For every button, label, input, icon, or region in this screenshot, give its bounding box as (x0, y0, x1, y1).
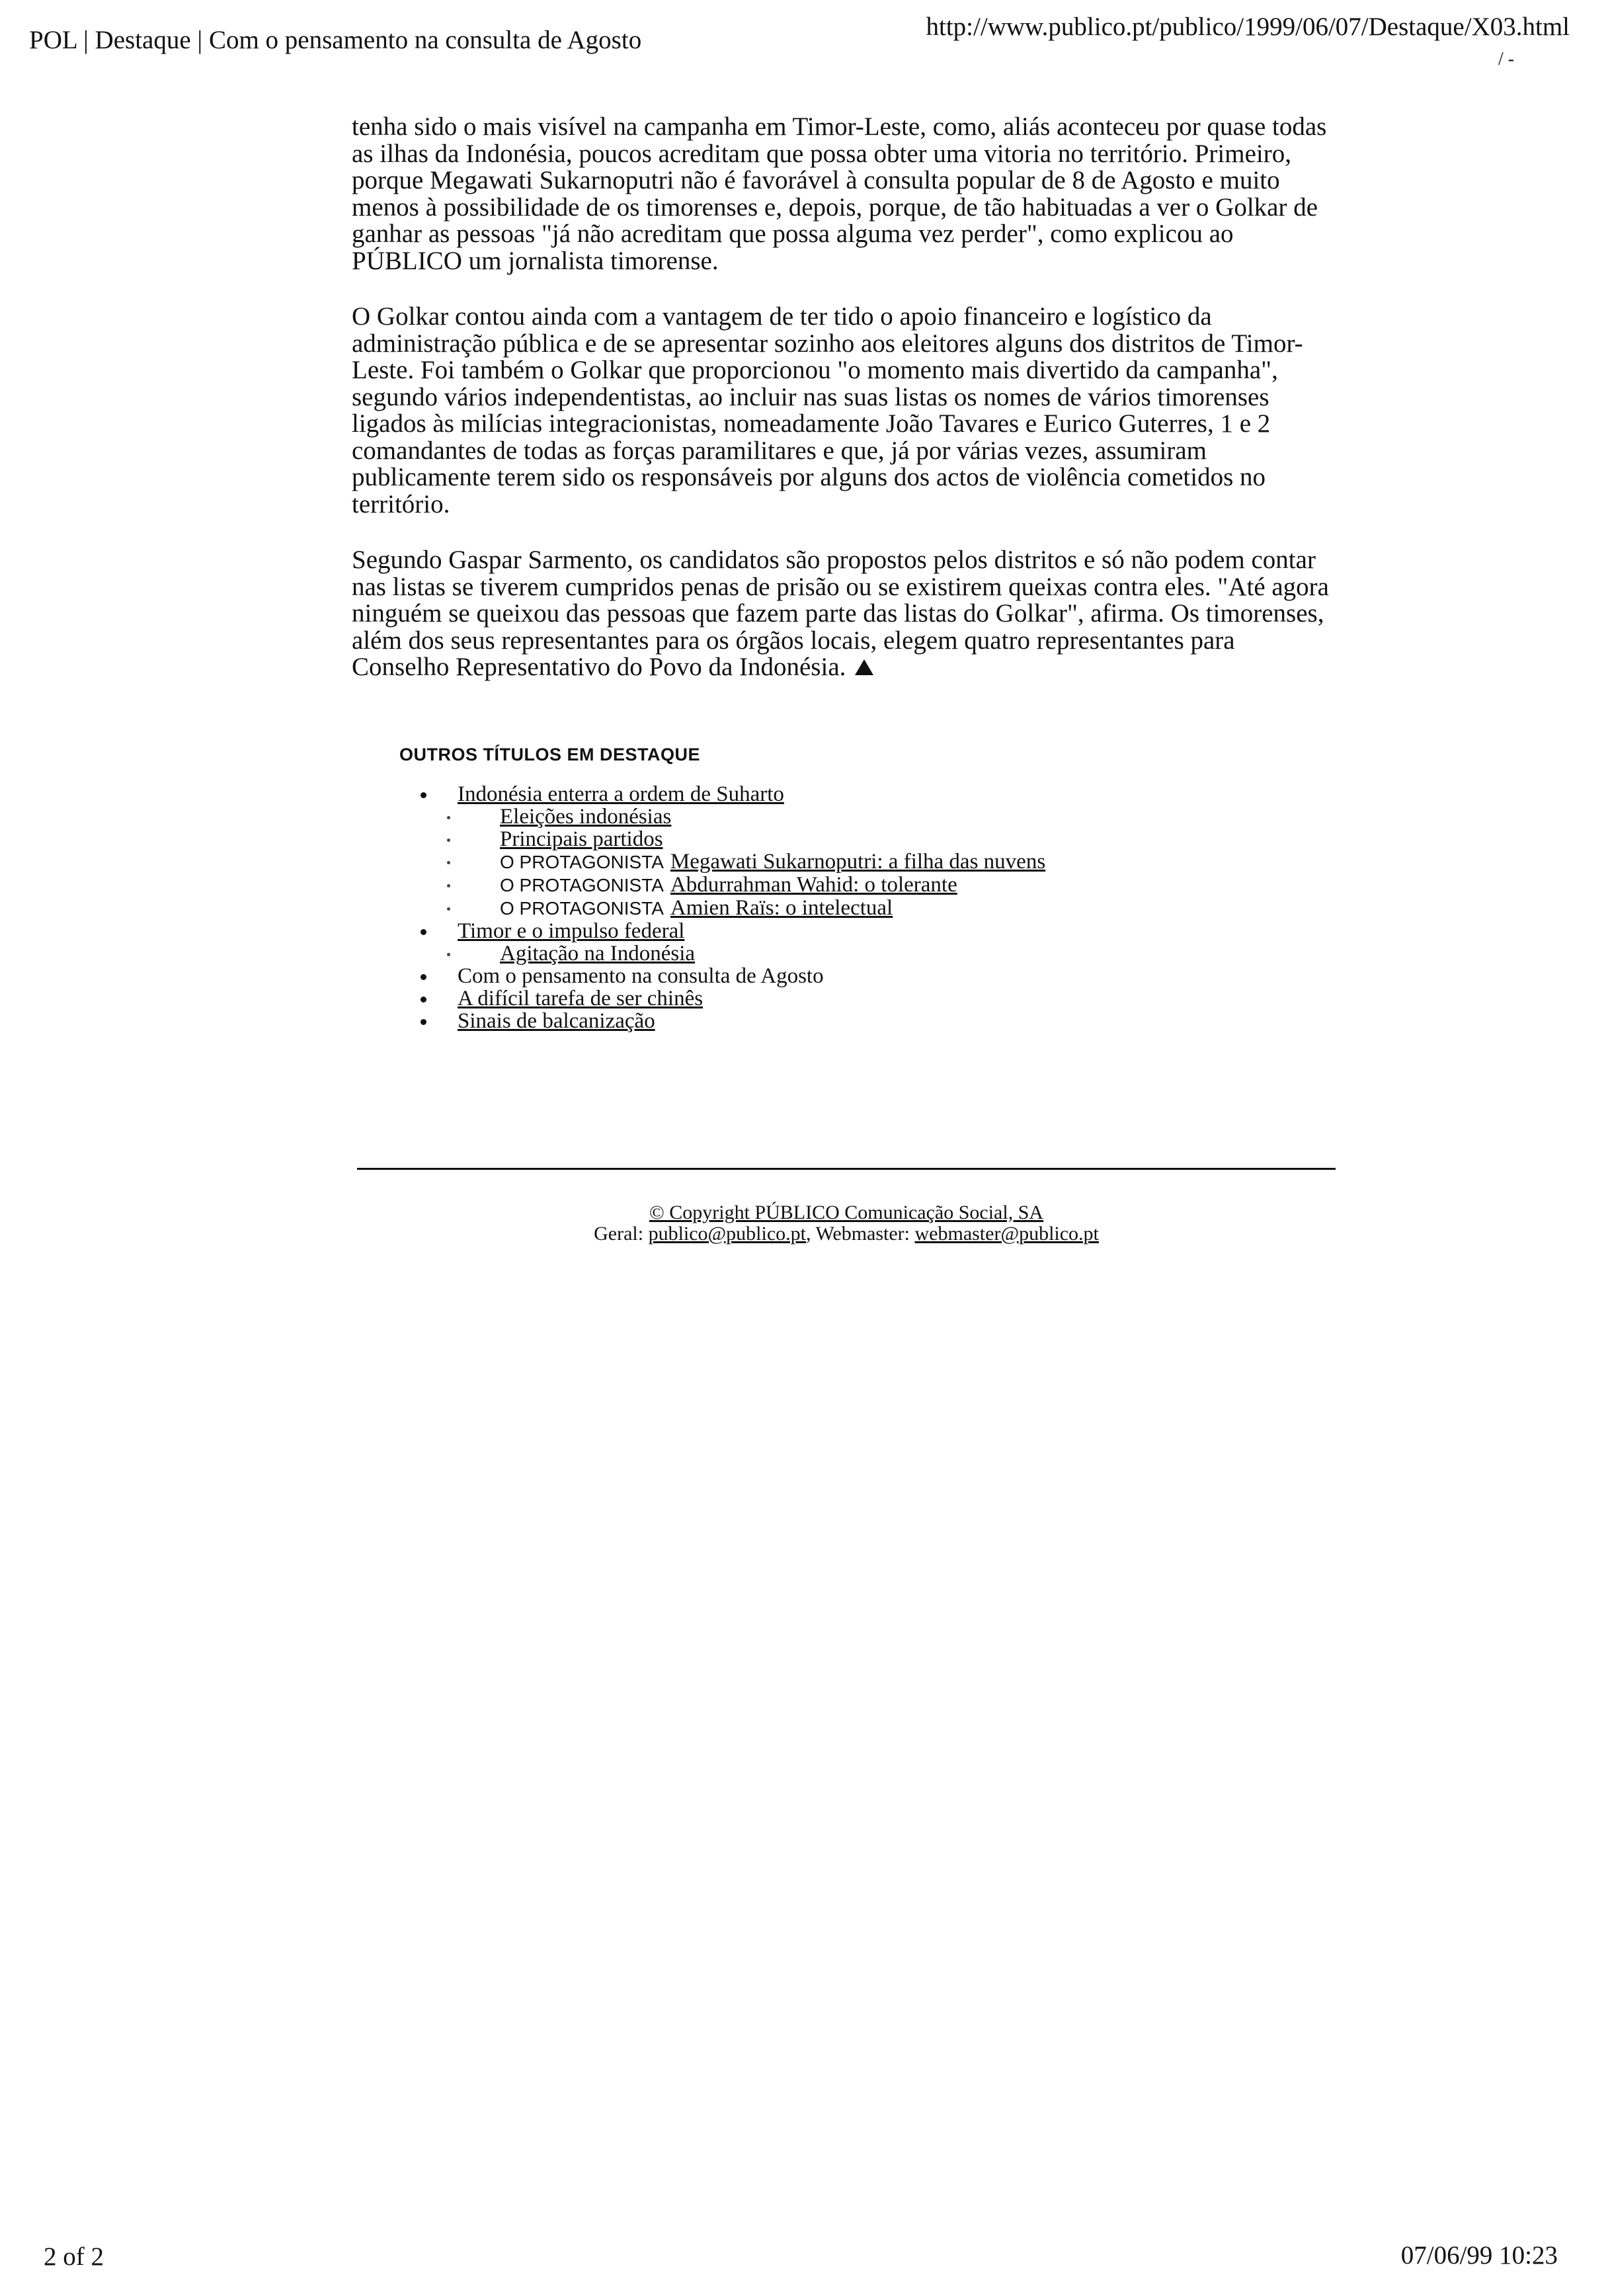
footer-divider (357, 1168, 1336, 1170)
related-subitem (418, 828, 1045, 850)
related-link-eleicoes[interactable]: Eleições indonésias (500, 805, 672, 829)
bullet-icon (421, 997, 426, 1003)
back-to-top-icon[interactable] (855, 659, 873, 675)
article-paragraph: tenha sido o mais visível na campanha em Timor-Leste, como, aliás aconteceu por quase todas as ilhas da Indonésia, poucos acreditam que possa obter uma vitoria no território. Primeiro, porque Megawati Sukarnoputri não é favorável à consulta popular de 8 de Agosto e muito menos à possibilidade de os timorenses e, depois, porque, de tão habituadas a ver o Golkar de ganhar as pessoas "já não acreditam que possa alguma vez perder", como explicou ao PÚBLICO um jornalista timorense. (352, 112, 1327, 275)
related-item (418, 987, 1045, 1010)
page-url: http://www.publico.pt/publico/1999/06/07/Destaque/X03.html (926, 13, 1570, 41)
protagonist-kicker: O PROTAGONISTA (500, 852, 664, 872)
scan-mark: / - (1498, 49, 1515, 69)
related-link-rais[interactable]: Amien Raïs: o intelectual (670, 896, 893, 920)
sub-bullet-icon (447, 884, 450, 887)
related-subitem (418, 897, 1045, 920)
related-item (418, 920, 1045, 942)
article-paragraph-text: Segundo Gaspar Sarmento, os candidatos são propostos pelos distritos e só não podem contar nas listas se tiverem cumpridos penas de prisão ou se existirem queixas contra eles. "Até agora ninguém se queixou das pessoas que fazem parte das listas do Golkar", afirma. Os timorenses, além dos seus representantes para os órgãos locais, elegem quatro representantes para Conselho Representativo do Povo da Indonésia. (352, 546, 1329, 681)
related-item (418, 1010, 1045, 1032)
bullet-icon (421, 974, 426, 980)
webmaster-label: Webmaster: (815, 1223, 910, 1245)
page-number: 2 of 2 (44, 2242, 104, 2271)
related-heading: OUTROS TÍTULOS EM DESTAQUE (399, 745, 701, 764)
related-link-chines[interactable]: A difícil tarefa de ser chinês (458, 987, 704, 1010)
article-body (352, 114, 1330, 710)
general-email-link[interactable]: publico@publico.pt (648, 1223, 806, 1245)
sub-bullet-icon (447, 907, 450, 911)
related-link-balcanizacao[interactable]: Sinais de balcanização (458, 1009, 655, 1033)
protagonist-kicker: O PROTAGONISTA (500, 875, 664, 895)
page-title: POL | Destaque | Com o pensamento na consulta de Agosto (29, 26, 642, 54)
sub-bullet-icon (447, 816, 450, 819)
related-current-title: Com o pensamento na consulta de Agosto (458, 964, 824, 988)
protagonist-kicker: O PROTAGONISTA (500, 898, 664, 919)
print-timestamp: 07/06/99 10:23 (1400, 2241, 1558, 2270)
contact-line (357, 1223, 1336, 1245)
copyright-link[interactable]: © Copyright PÚBLICO Comunicação Social, SA (649, 1202, 1044, 1223)
related-item-current (418, 965, 1045, 987)
related-link-partidos[interactable]: Principais partidos (500, 827, 663, 851)
sub-bullet-icon (447, 839, 450, 842)
bullet-icon (421, 1019, 426, 1025)
related-link-timor[interactable]: Timor e o impulso federal (458, 919, 685, 943)
related-subitem (418, 942, 1045, 965)
contact-separator: , (806, 1223, 811, 1245)
related-subitem (418, 874, 1045, 897)
related-link-wahid[interactable]: Abdurrahman Wahid: o tolerante (670, 873, 957, 897)
related-link-megawati[interactable]: Megawati Sukarnoputri: a filha das nuvens (670, 850, 1046, 874)
bullet-icon (421, 929, 426, 935)
footer (357, 1202, 1336, 1245)
copyright-line (357, 1202, 1336, 1223)
general-label: Geral: (594, 1223, 644, 1245)
sub-bullet-icon (447, 861, 450, 864)
bullet-icon (421, 792, 426, 798)
article-paragraph (352, 547, 1330, 681)
related-item (418, 783, 1045, 805)
article-paragraph: O Golkar contou ainda com a vantagem de ter tido o apoio financeiro e logístico da administração pública e de se apresentar sozinho aos eleitores alguns dos distritos de Timor-Leste. Foi também o Golkar que proporcionou "o momento mais divertido da campanha", segundo vários independentistas, ao incluir nas suas listas os nomes de vários timorenses ligados às milícias integracionistas, nomeadamente João Tavares e Eurico Guterres, 1 e 2 comandantes de todas as forças paramilitares e que, já por várias vezes, assumiram publicamente terem sido os responsáveis por alguns dos actos de violência cometidos no território. (352, 302, 1303, 518)
related-link-agitacao[interactable]: Agitação na Indonésia (500, 942, 696, 965)
sub-bullet-icon (447, 953, 450, 956)
related-link-suharto[interactable]: Indonésia enterra a ordem de Suharto (458, 782, 784, 806)
related-subitem (418, 805, 1045, 828)
related-list (418, 783, 1045, 1032)
webmaster-email-link[interactable]: webmaster@publico.pt (914, 1223, 1099, 1245)
related-subitem (418, 850, 1045, 874)
